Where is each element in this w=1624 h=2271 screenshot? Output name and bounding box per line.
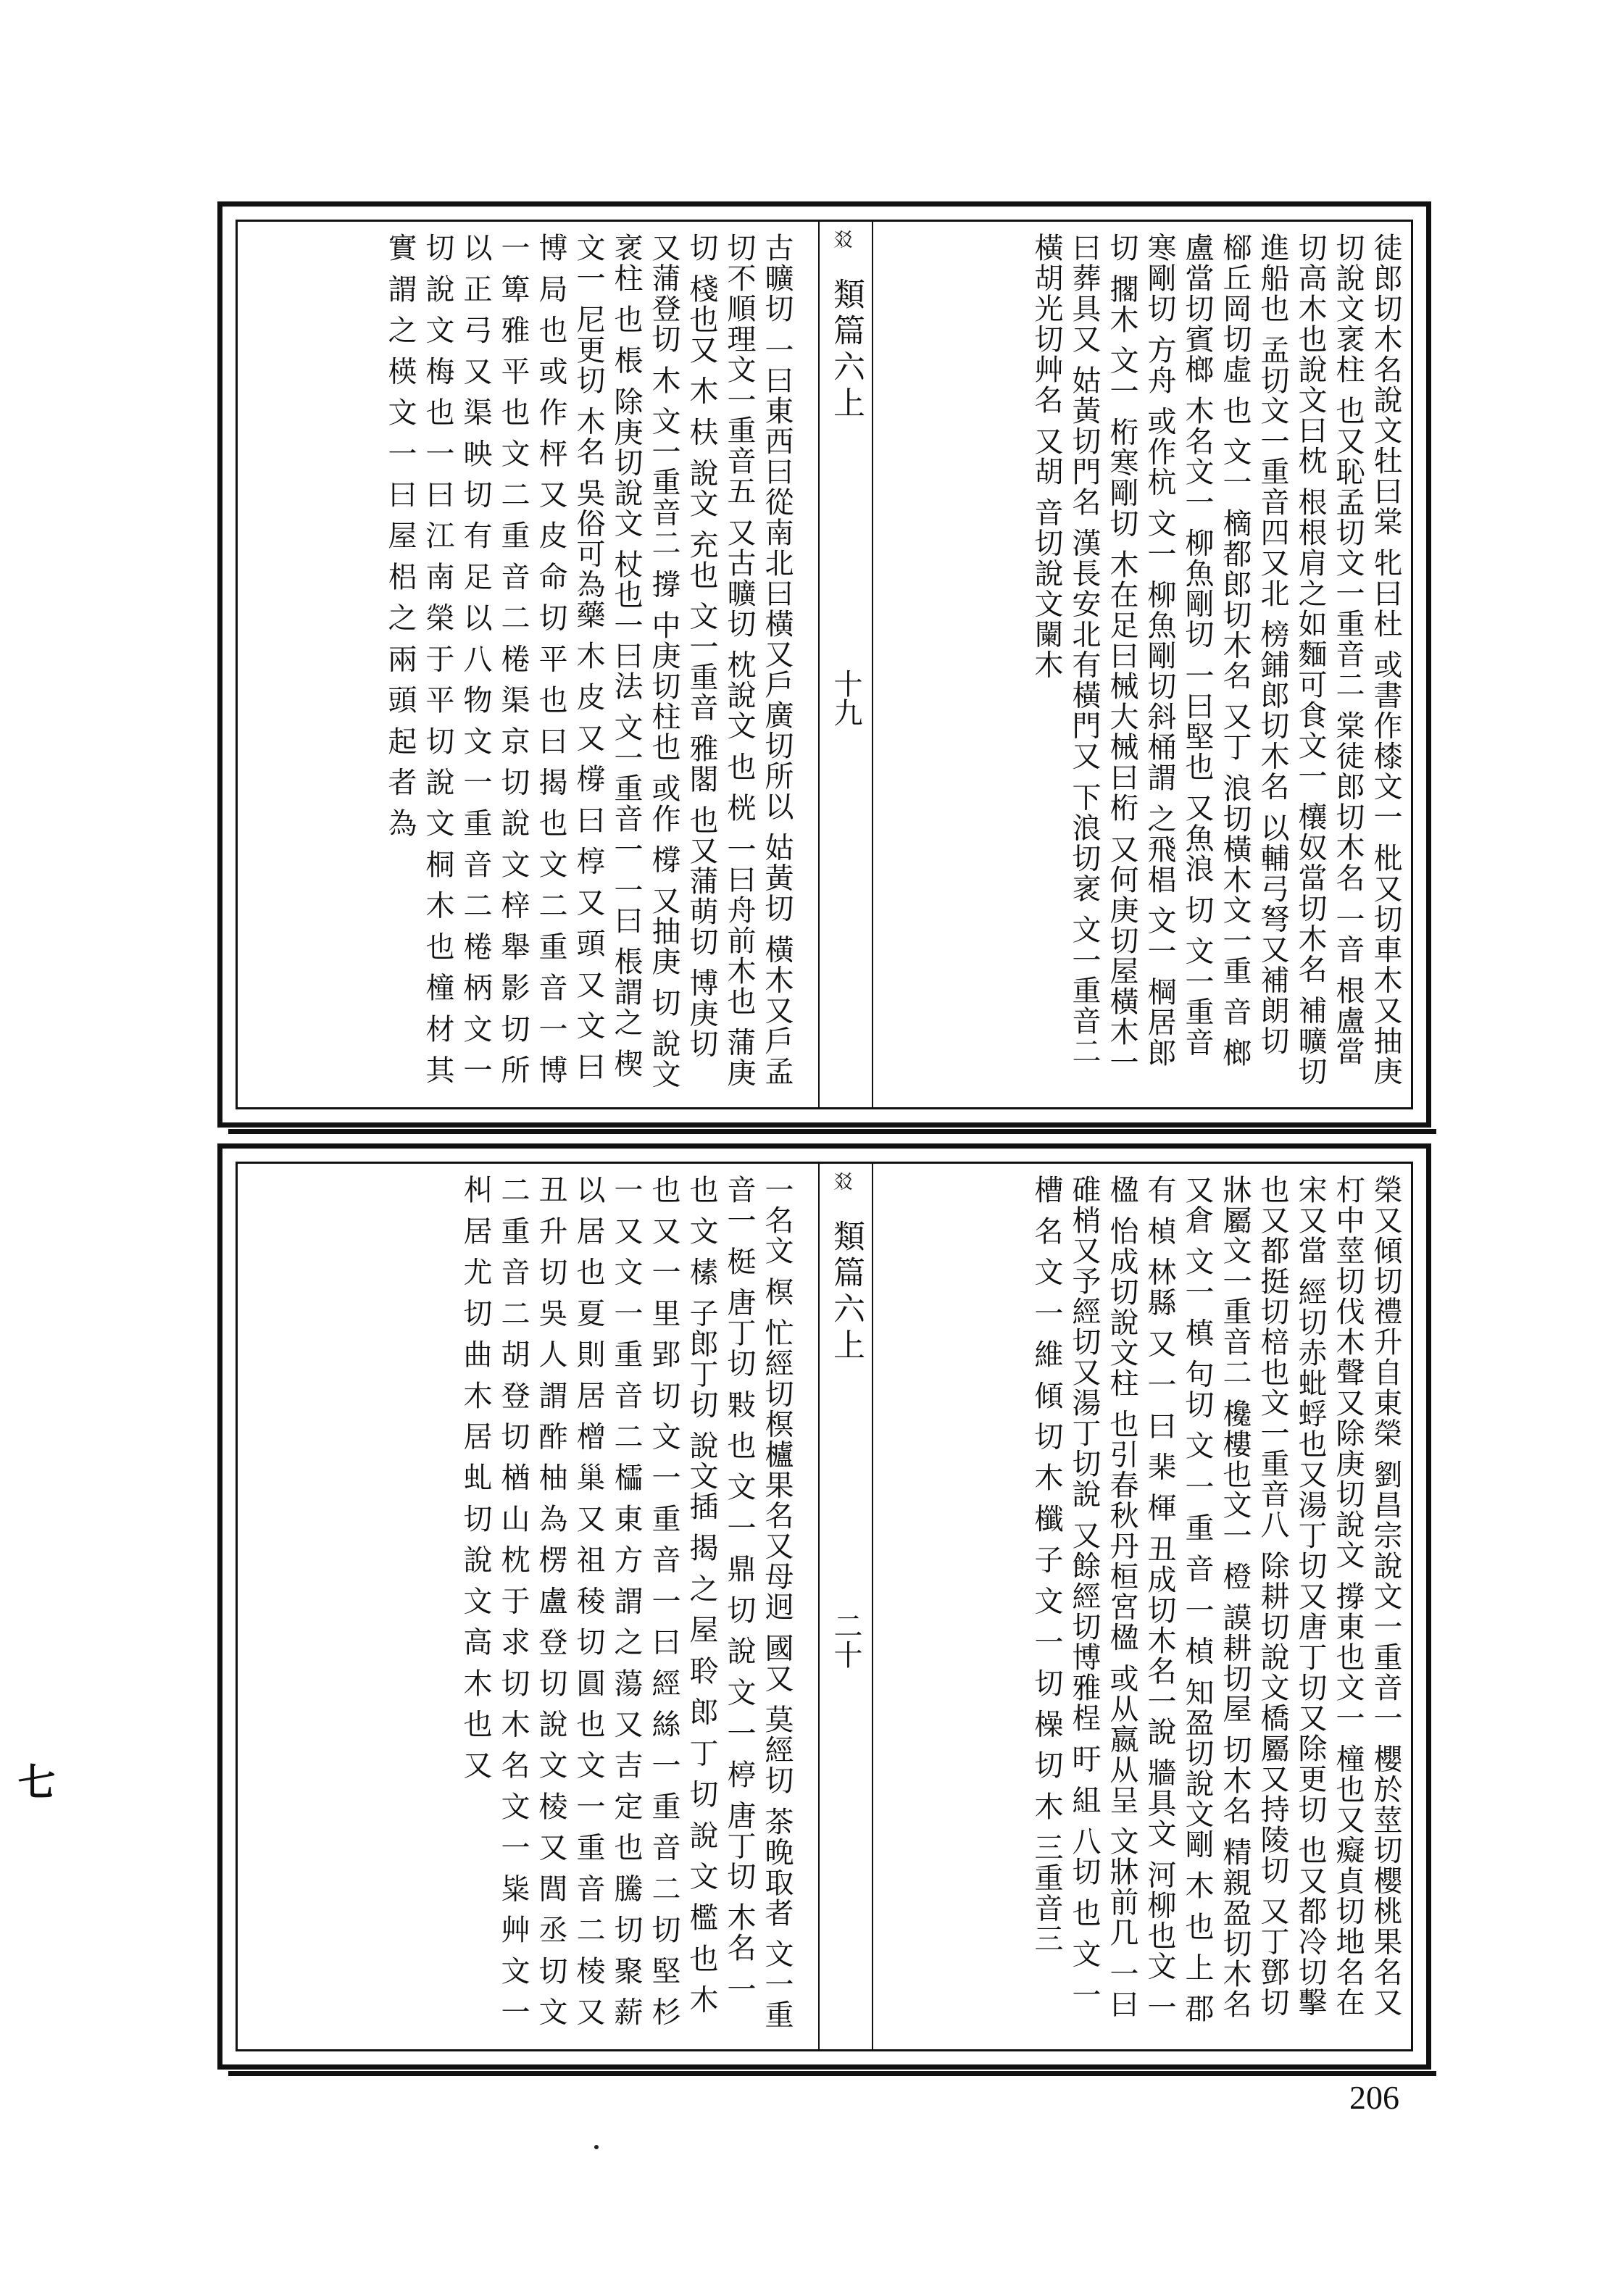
lower-fold-title: 類篇六上: [828, 1220, 865, 1364]
lower-frame-shadow: [228, 2071, 1436, 2076]
upper-fold-page: 十九: [829, 669, 862, 727]
upper-page-frame: [217, 201, 1431, 1128]
upper-left-text-block: 古曠切 一曰東西曰從南北曰橫又戶廣切所以 姑黃切 橫木又戶孟切不順理文一重音五 又古曠切 枕說文 也 桄 一曰舟前木也 蒲庚切 棧也又 木 枎 說文 充也 文一重音 雅閣 也又蒲萌切 博庚切 又蒲登切 木 文一重音二 撐 中庚切柱也 或作 橕 又抽庚 切 說文 衺柱 也 棖 除庚切說文 杖也一曰法 文一重音一 一曰 棖謂之 楔 文一 尼更切 木名 吳俗可為藥 木 皮 又 橕 曰 椁 又 頭 又 文 曰 博 局 也 或 作 枰 又 皮 命 切 平 也 曰 揭 也 文 二 重 音 一 博 一 箄 雅 平 也 文 二 重 音 二 棬 渠 京 切 說 文 梓 舉 影 切 所 以 正 弓 又 渠 映 切 有 足 以 八 物 文 一 重 音 二 棬 柄 文 一 切 說 文 梅 也 一 曰 江 南 榮 于 平 切 說 文 桐 木 也 橦 材 其 實 謂 之 楧 文 一 曰 屋 梠 之 兩 頭 起 者 為: [383, 233, 794, 1101]
page-number: 206: [1349, 2079, 1399, 2116]
lower-center-fold: [818, 1162, 873, 2051]
lower-page-frame: [217, 1143, 1431, 2070]
speck: [594, 2145, 599, 2149]
upper-center-fold: [818, 220, 873, 1109]
upper-fold-title: 類篇六上: [828, 278, 865, 422]
upper-fold-mark: 㸚: [830, 230, 852, 249]
lower-fold-mark: 㸚: [830, 1172, 852, 1191]
upper-right-text-block: 徒郎切木名說文牡曰棠 牝曰杜 或書作㯃文一 枇又切車木又抽庚切說文衺柱 也又恥孟切文一重音二 棠徒郎切木名 一音 根盧當切高木也說文曰枕 根根肩之如麵可食文一 欀奴當切木名 補曠切進船也 孟切文一重音四又北 榜鋪郎切木名 以輔弓弩又補朗切 㮝丘岡切虛 也 文一 樀都郎切木名 又丁 浪切橫木文一重 音 榔盧當切賓榔 木名文一 柳魚剛切 一曰堅也 又魚浪 切 文一重音 寒剛切 方舟 或作杭 文一 柳魚剛切斜桶謂 之飛椙 文一 棡居郎切 擱木 文一 桁寒剛切 木在足曰械大械曰桁 又何庚切屋橫木一曰葬具又 姑黃切門名 漢長安北有橫門又 下浪切衺 文一重音二 橫胡光切艸名 又胡 音切說文闌木: [1030, 233, 1402, 1087]
lower-left-text-block: 一名文 榠 忙經切榠櫨果名又母迥 國又 莫經切 茶晚取者 文一重音一 梃 唐丁切 敤 也 文 一 鼎 切 說 文 一 楟 唐丁切 木名 一 也 文 榡 子郎丁切 說文插 揭 之 屋 聆 郎 丁 切 說 文 檻 也 木 也 又 一 里 郢 切 文 一 重 音 一 曰 經 絲 一 重 音 二 切 堅 杉 一 又 文 一 重 音 二 櫺 東 方 謂 之 蕩 又 吉 定 也 騰 切 聚 薪 以 居 也 夏 則 居 橧 巢 又 祖 稜 切 圓 也 文 一 重 音 二 棱 又 丑 升 切 吳 人 謂 酢 柚 為 楞 盧 登 切 說 文 棱 又 閭 丞 切 文 二 重 音 二 胡 登 切 楢 山 枕 于 求 切 木 名 文 一 粊 艸 文 一 朻 居 尤 切 曲 木 居 虬 切 說 文 高 木 也 又: [459, 1175, 794, 2038]
margin-note: 七: [11, 1762, 55, 1800]
lower-right-text-block: 榮又傾切禮升自東榮 劉昌宗說文一重音一 櫻於莖切櫻桃果名又 朾中莖切伐木聲又除庚切說文 撐東也文一 橦也又癡貞切地名在宋又當 經切赤蚍蜉也又湯丁切又唐丁切又除更切 也又都冷切擊也又都挺切棓也文一重音八 除耕切說文橋屬又持陵切 又丁鄧切牀屬文一重音二 欃樓也文一 橙 謨耕切屋 切木名 精親盈切木名又倉 文一 槙 句切 文 一 重 音 一 楨 知盈切說文剛 木 也 上 郡 有 楨 林縣 又 一 曰 棐 楎 丑成切木名一說 牆具文 河柳也文 一 楹 怡成切說文柱 也引春秋丹桓宮楹 或从嬴从呈 文牀前几 一曰碓梢又予經切又湯丁切說 又餘經切博雅桯 旴 組 八切 也 文 一 槽 名 文 一 維 傾 切 木 櫼 子 文 一 切 橾 切 木 三重音三: [1030, 1175, 1402, 2035]
lower-fold-page: 二十: [829, 1611, 862, 1669]
upper-frame-shadow: [228, 1129, 1436, 1134]
